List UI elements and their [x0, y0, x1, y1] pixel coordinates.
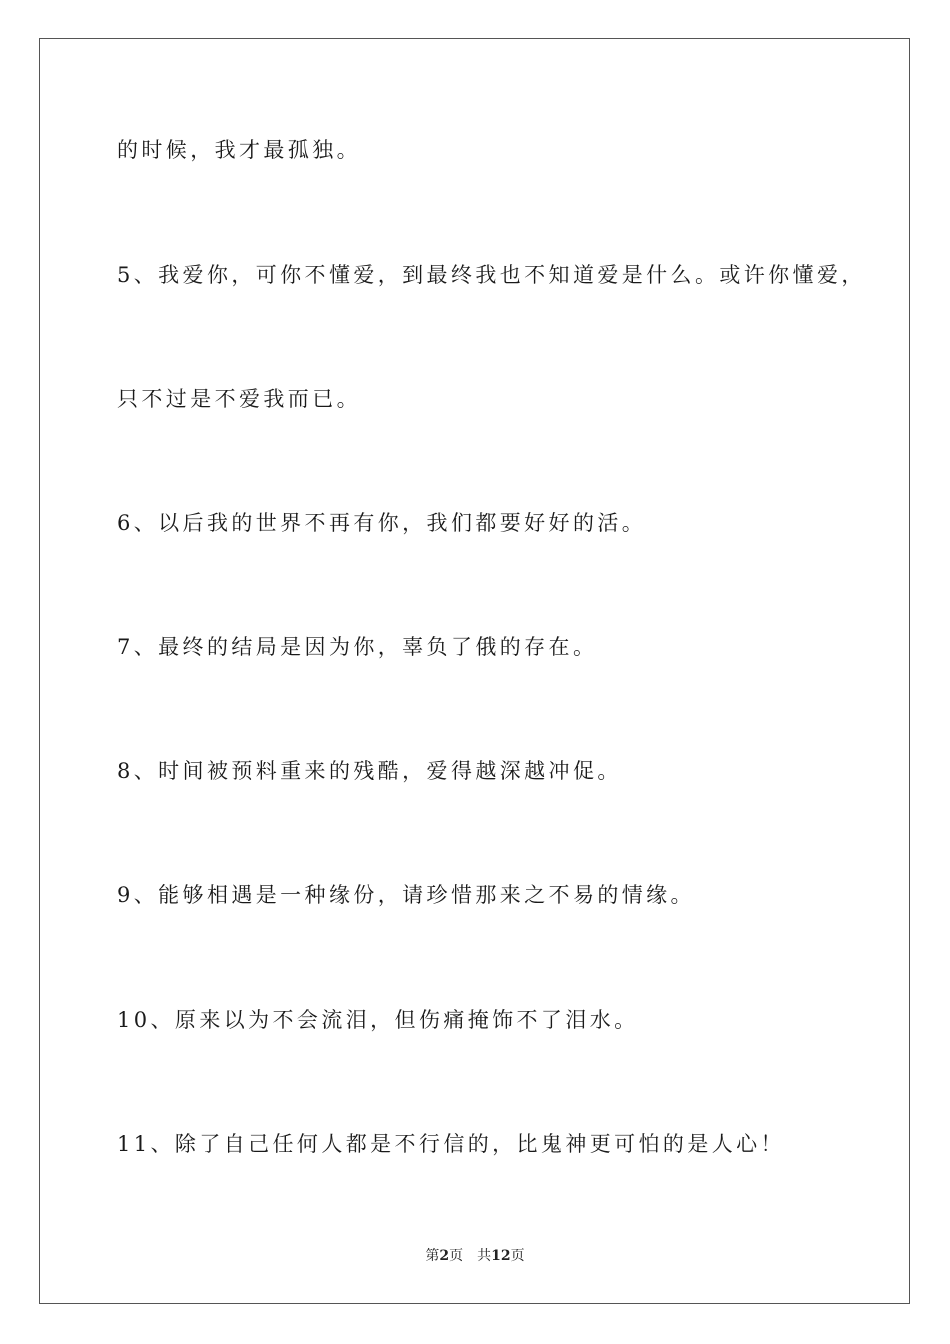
- page-border: [39, 38, 910, 1304]
- text-line-6: 8、时间被预料重来的残酷，爱得越深越冲促。: [117, 759, 622, 783]
- page-number: 2: [439, 1248, 450, 1264]
- total-suffix: 页: [510, 1248, 525, 1264]
- page-prefix: 第: [425, 1248, 440, 1264]
- page-footer: [0, 1246, 950, 1266]
- text-line-2: 5、我爱你，可你不懂爱，到最终我也不知道爱是什么。或许你懂爱，: [117, 263, 866, 287]
- text-line-9: 11、除了自己任何人都是不行信的，比鬼神更可怕的是人心！: [117, 1132, 785, 1156]
- text-line-8: 10、原来以为不会流泪，但伤痛掩饰不了泪水。: [117, 1008, 639, 1032]
- text-line-4: 6、以后我的世界不再有你，我们都要好好的活。: [117, 511, 647, 535]
- page-suffix: 页: [449, 1248, 464, 1264]
- text-line-7: 9、能够相遇是一种缘份，请珍惜那来之不易的情缘。: [117, 883, 695, 907]
- total-prefix: 共: [477, 1248, 492, 1264]
- text-line-5: 7、最终的结局是因为你，辜负了俄的存在。: [117, 635, 598, 659]
- total-pages: 12: [491, 1248, 511, 1264]
- text-line-3: 只不过是不爱我而已。: [117, 387, 361, 411]
- text-line-1: 的时候，我才最孤独。: [117, 138, 361, 162]
